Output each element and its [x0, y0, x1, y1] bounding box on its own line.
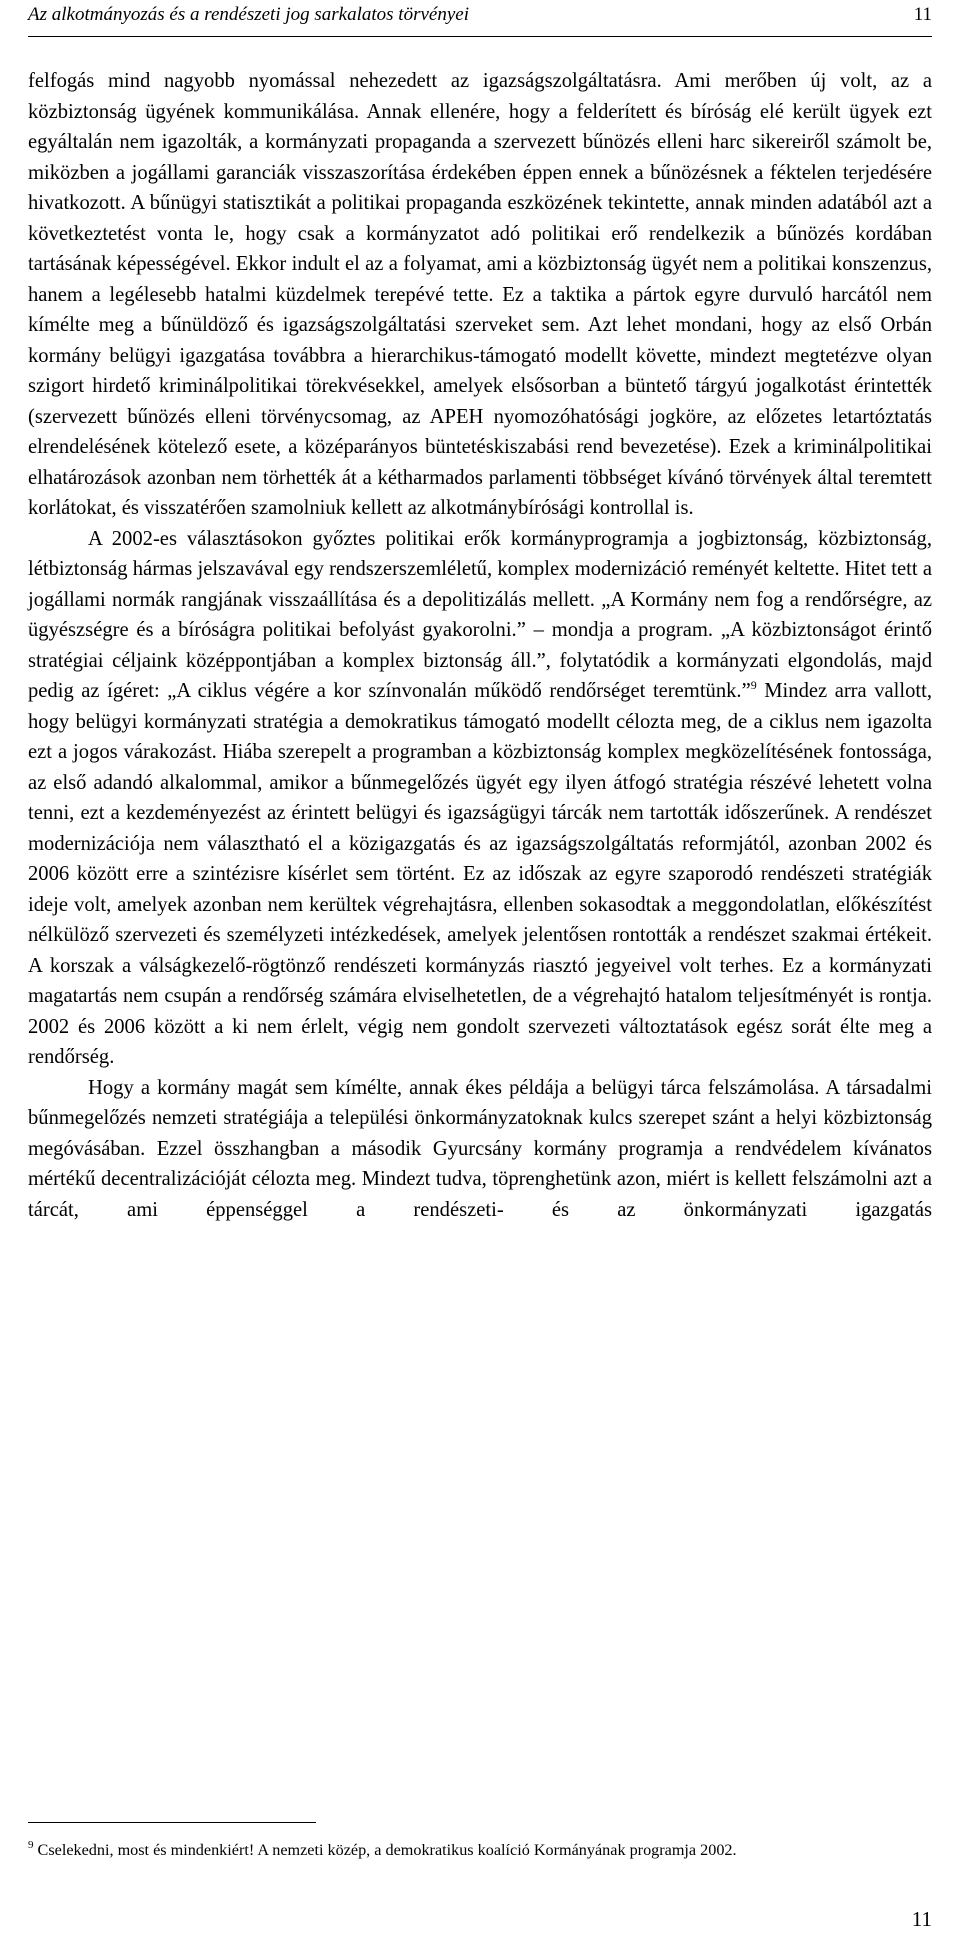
- footnote-number: 9: [28, 1839, 34, 1851]
- header-title: Az alkotmányozás és a rendészeti jog sarkalatos törvényei: [28, 4, 469, 25]
- footnote-reference[interactable]: 9: [750, 678, 757, 692]
- body-text: [28, 66, 932, 1225]
- page-number: 11: [911, 1907, 932, 1931]
- paragraph-3: Hogy a kormány magát sem kímélte, annak ékes példája a belügyi tárca felszámolása. A társadalmi bűnmegelőzés nemzeti stratégiája a települési önkormányzatoknak kulcs szerepet szánt a helyi közbiztonság megóvásában. Ezzel összhangban a második Gyurcsány kormány programja a rendvédelem kívánatos mértékű decentralizációját célozta meg. Mindezt tudva, töprenghetünk azon, miért is kellett felszámolni azt a tárcát, ami éppenséggel a rendészeti- és az önkormányzati igazgatás: [28, 1076, 932, 1221]
- paragraph-2: [28, 524, 932, 1073]
- running-header: [28, 0, 932, 37]
- paragraph-2-part-a: A 2002-es választásokon győztes politikai erők kormányprogramja a jogbiztonság, közbiztonság, létbiztonság hármas jelszavával egy rendszerszemléletű, komplex modernizáció reményét keltette. Hitet tett a jogállami normák rangjának visszaállítása és a depolitizálás mellett. „A Kormány nem fog a rendőrségre, az ügyészségre és a bíróságra politikai befolyást gyakorolni.” – mondja a program. „A közbiztonságot érintő stratégiai céljaink középpontjában a komplex biztonság áll.”, folytatódik a kormányzati elgondolás, majd pedig az ígéret: „A ciklus végére a kor színvonalán működő rendőrséget teremtünk.”: [28, 527, 932, 702]
- footnote-text: Cselekedni, most és mindenkiért! A nemzeti közép, a demokratikus koalíció Kormányának programja 2002.: [37, 1841, 737, 1859]
- paragraph-2-part-b: Mindez arra vallott, hogy belügyi kormányzati stratégia a demokratikus támogató modellt célozta meg, de a ciklus nem igazolta ezt a jogos várakozást. Hiába szerepelt a programban a közbiztonság komplex megközelítésének fontossága, az első adandó alkalommal, amikor a bűnmegelőzés ügyét egy ilyen átfogó stratégia részévé lehetett volna tenni, ezt a kezdeményezést az érintett belügyi és igazságügyi tárcák nem tartották időszerűnek. A rendészet modernizációja nem választható el a közigazgatás és az igazságszolgáltatás reformjától, azonban 2002 és 2006 között erre a szintézisre kísérlet sem történt. Ez az időszak az egyre szaporodó rendészeti stratégiák ideje volt, amelyek azonban nem kerültek végrehajtásra, ellenben sokasodtak a meggondolatlan, előkészítést nélkülöző szervezeti és személyzeti intézkedések, amelyek jelentősen rontották a rendészet szakmai értékeit. A korszak a válságkezelő-rögtönző rendészeti kormányzás riasztó jegyeivel volt terhes. Ez a kormányzati magatartás nem csupán a rendőrség számára elviselhetetlen, de a végrehajtó hatalom teljesítményét is rontja. 2002 és 2006 között a ki nem érlelt, végig nem gondolt szervezeti változtatások egész sorát élte meg a rendőrség.: [28, 680, 932, 1068]
- footnote: [28, 1840, 737, 1860]
- footnote-separator: [28, 1822, 316, 1823]
- paragraph-1: felfogás mind nagyobb nyomással nehezedett az igazságszolgáltatásra. Ami merőben új volt, az a közbiztonság ügyének kommunikálása. Annak ellenére, hogy a felderített és bíróság elé került ügyek ezt egyáltalán nem igazolták, a kormányzati propaganda a szervezett bűnözés elleni harc sikereiről számolt be, miközben a jogállami garanciák visszaszorítása érdekében éppen ennek a bűnözésnek a féktelen terjedésére hivatkozott. A bűnügyi statisztikát a politikai propaganda eszközének tekintette, annak minden adatából azt a következtetést vonta le, hogy csak a kormányzatot adó politikai erő rendelkezik a bűnözés kordában tartásának képességével. Ekkor indult el az a folyamat, ami a közbiztonság ügyét nem a politikai konszenzus, hanem a legélesebb hatalmi küzdelmek terepévé tette. Ez a taktika a pártok egyre durvuló harcától nem kímélte meg a bűnüldöző és igazságszolgáltatási szerveket sem. Azt lehet mondani, hogy az első Orbán kormány belügyi igazgatása továbbra a hierarchikus-támogató modellt követte, mindezt megtetézve olyan szigort hirdető kriminálpolitikai törekvésekkel, amelyek elsősorban a büntető tárgyú jogalkotást érintették (szervezett bűnözés elleni törvénycsomag, az APEH nyomozóhatósági jogköre, az előzetes letartóztatás elrendelésének kötelező esete, a középarányos büntetéskiszabási rend bevezetése). Ezek a kriminálpolitikai elhatározások azonban nem törhették át a kétharmados parlamenti többséget kívánó törvények által teremtett korlátokat, és visszatérően szamolniuk kellett az alkotmánybírósági kontrollal is.: [28, 70, 932, 519]
- header-page-number: 11: [913, 4, 932, 25]
